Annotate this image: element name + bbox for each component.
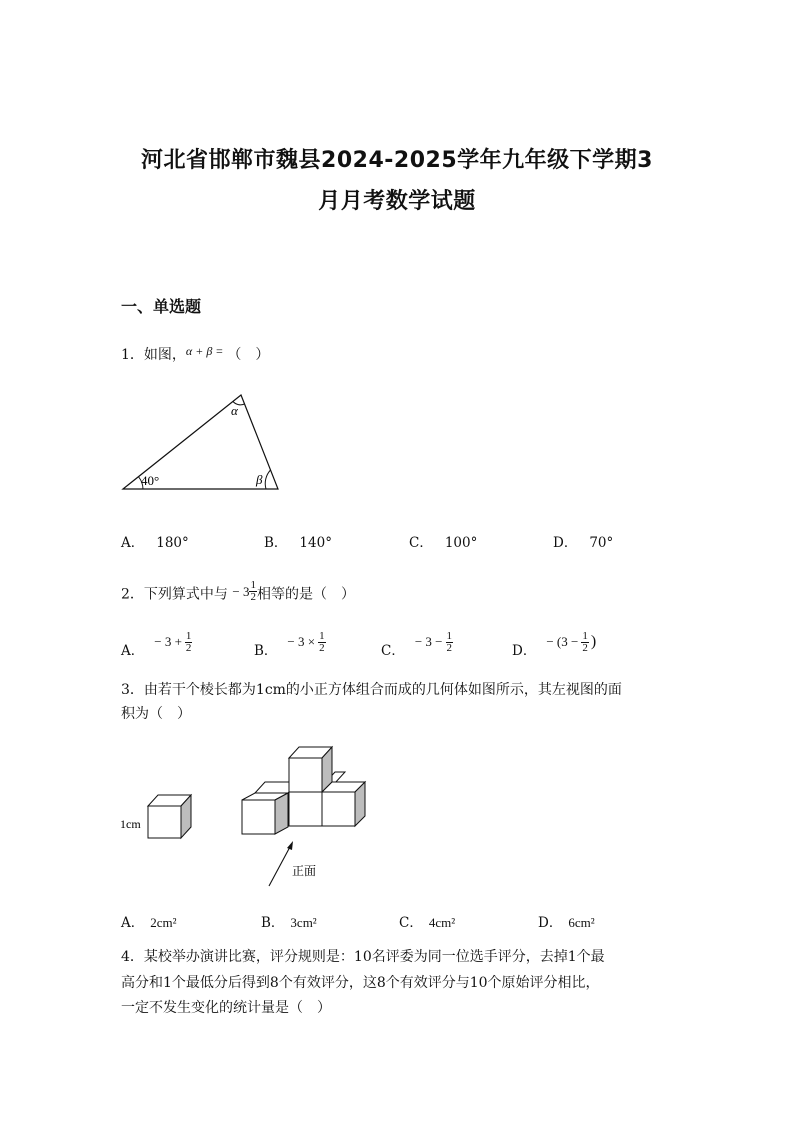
option-text: 100° — [444, 535, 478, 551]
question-1-math: α + β = — [185, 344, 224, 358]
option-text: 2cm² — [150, 915, 177, 930]
fraction — [446, 631, 454, 654]
q3-option-a[interactable] — [121, 911, 177, 931]
question-1-prefix: 1．如图， — [121, 347, 186, 363]
option-letter: A． — [121, 915, 145, 931]
front-view-label: 正面 — [292, 864, 317, 878]
q3-option-b[interactable] — [261, 911, 317, 931]
denominator: 2 — [250, 591, 256, 603]
question-4-line1: 4．某校举办演讲比赛，评分规则是：10名评委为同一位选手评分，去掉1个最 — [121, 949, 605, 965]
q1-option-d[interactable] — [553, 531, 613, 551]
fraction — [185, 631, 193, 654]
question-4-line3: 一定不发生变化的统计量是（ ） — [121, 1000, 331, 1016]
option-letter: D． — [538, 915, 563, 931]
option-expr: − 3 + — [154, 634, 182, 649]
option-text: 180° — [156, 535, 189, 551]
alpha-label: α — [231, 403, 238, 418]
q2-option-a[interactable] — [121, 625, 192, 659]
numerator: 1 — [319, 629, 325, 642]
fraction — [249, 580, 257, 603]
front-cube-middle — [289, 792, 322, 826]
unit-cube-label: 1cm — [120, 817, 141, 831]
option-text: 6cm² — [568, 915, 595, 930]
option-letter: B． — [264, 535, 288, 551]
denominator: 2 — [185, 641, 192, 654]
option-expr: − 3 − — [414, 634, 443, 649]
option-text: 140° — [299, 535, 332, 551]
option-letter: A． — [121, 643, 145, 659]
cube-solid-figure — [235, 742, 380, 892]
q2-option-d[interactable] — [512, 625, 596, 659]
section-heading: 一、单选题 — [121, 297, 202, 316]
question-3-line1: 3．由若干个棱长都为1cm的小正方体组合而成的几何体如图所示，其左视图的面 — [121, 682, 622, 698]
option-letter: C． — [409, 535, 433, 551]
q3-option-d[interactable] — [538, 911, 595, 931]
q2-option-c[interactable] — [381, 625, 453, 659]
triangle-figure — [115, 385, 295, 500]
question-1 — [121, 340, 269, 366]
fraction — [318, 631, 326, 654]
angle-40-label: 40° — [141, 473, 160, 488]
front-arrow-head — [287, 841, 293, 850]
question-1-suffix: （ ） — [227, 347, 270, 363]
option-letter: D． — [553, 535, 578, 551]
question-2-suffix: 相等的是（ ） — [256, 586, 355, 603]
angle-arc-beta — [265, 470, 270, 489]
beta-label: β — [256, 472, 263, 487]
option-letter: C． — [381, 643, 405, 659]
q3-option-c[interactable] — [399, 911, 455, 931]
question-2 — [121, 580, 355, 606]
option-letter: D． — [512, 643, 537, 659]
fraction — [581, 631, 589, 654]
page-title-line2: 月月考数学试题 — [318, 189, 476, 214]
option-letter: B． — [261, 915, 285, 931]
upper-cube-front — [289, 758, 322, 792]
unit-cube-figure — [115, 790, 205, 842]
question-4-line2: 高分和1个最低分后得到8个有效评分，这8个有效评分与10个原始评分相比， — [121, 975, 600, 991]
option-text: 3cm² — [290, 915, 317, 930]
option-text: 70° — [589, 535, 614, 551]
front-arrow-shaft — [269, 845, 291, 886]
q1-option-a[interactable] — [121, 531, 189, 551]
q2-option-b[interactable] — [254, 625, 326, 659]
numerator: 1 — [582, 629, 588, 642]
option-text: 4cm² — [428, 915, 456, 930]
left-cube-side — [275, 793, 288, 834]
option-letter: A． — [121, 535, 145, 551]
question-2-prefix: 2．下列算式中与 — [121, 586, 228, 603]
q1-option-c[interactable] — [409, 531, 477, 551]
question-3-line2: 积为（ ） — [121, 706, 191, 722]
option-expr-close: ) — [590, 633, 597, 650]
numerator: 1 — [250, 579, 256, 591]
cube-front-face — [148, 806, 181, 838]
denominator: 2 — [582, 641, 588, 654]
mixed-whole: − 3 — [232, 583, 250, 599]
page-title: 河北省邯郸市魏县2024-2025学年九年级下学期3 — [141, 148, 653, 173]
option-expr: − (3 − — [546, 634, 579, 649]
numerator: 1 — [185, 629, 192, 642]
left-cube-front — [242, 800, 275, 834]
denominator: 2 — [319, 641, 325, 654]
option-letter: B． — [254, 643, 278, 659]
option-letter: C． — [399, 915, 423, 931]
front-cube-right — [322, 792, 355, 826]
numerator: 1 — [446, 629, 453, 642]
option-expr: − 3 × — [287, 634, 316, 649]
q1-option-b[interactable] — [264, 531, 332, 551]
mixed-number — [232, 580, 257, 603]
denominator: 2 — [446, 641, 453, 654]
